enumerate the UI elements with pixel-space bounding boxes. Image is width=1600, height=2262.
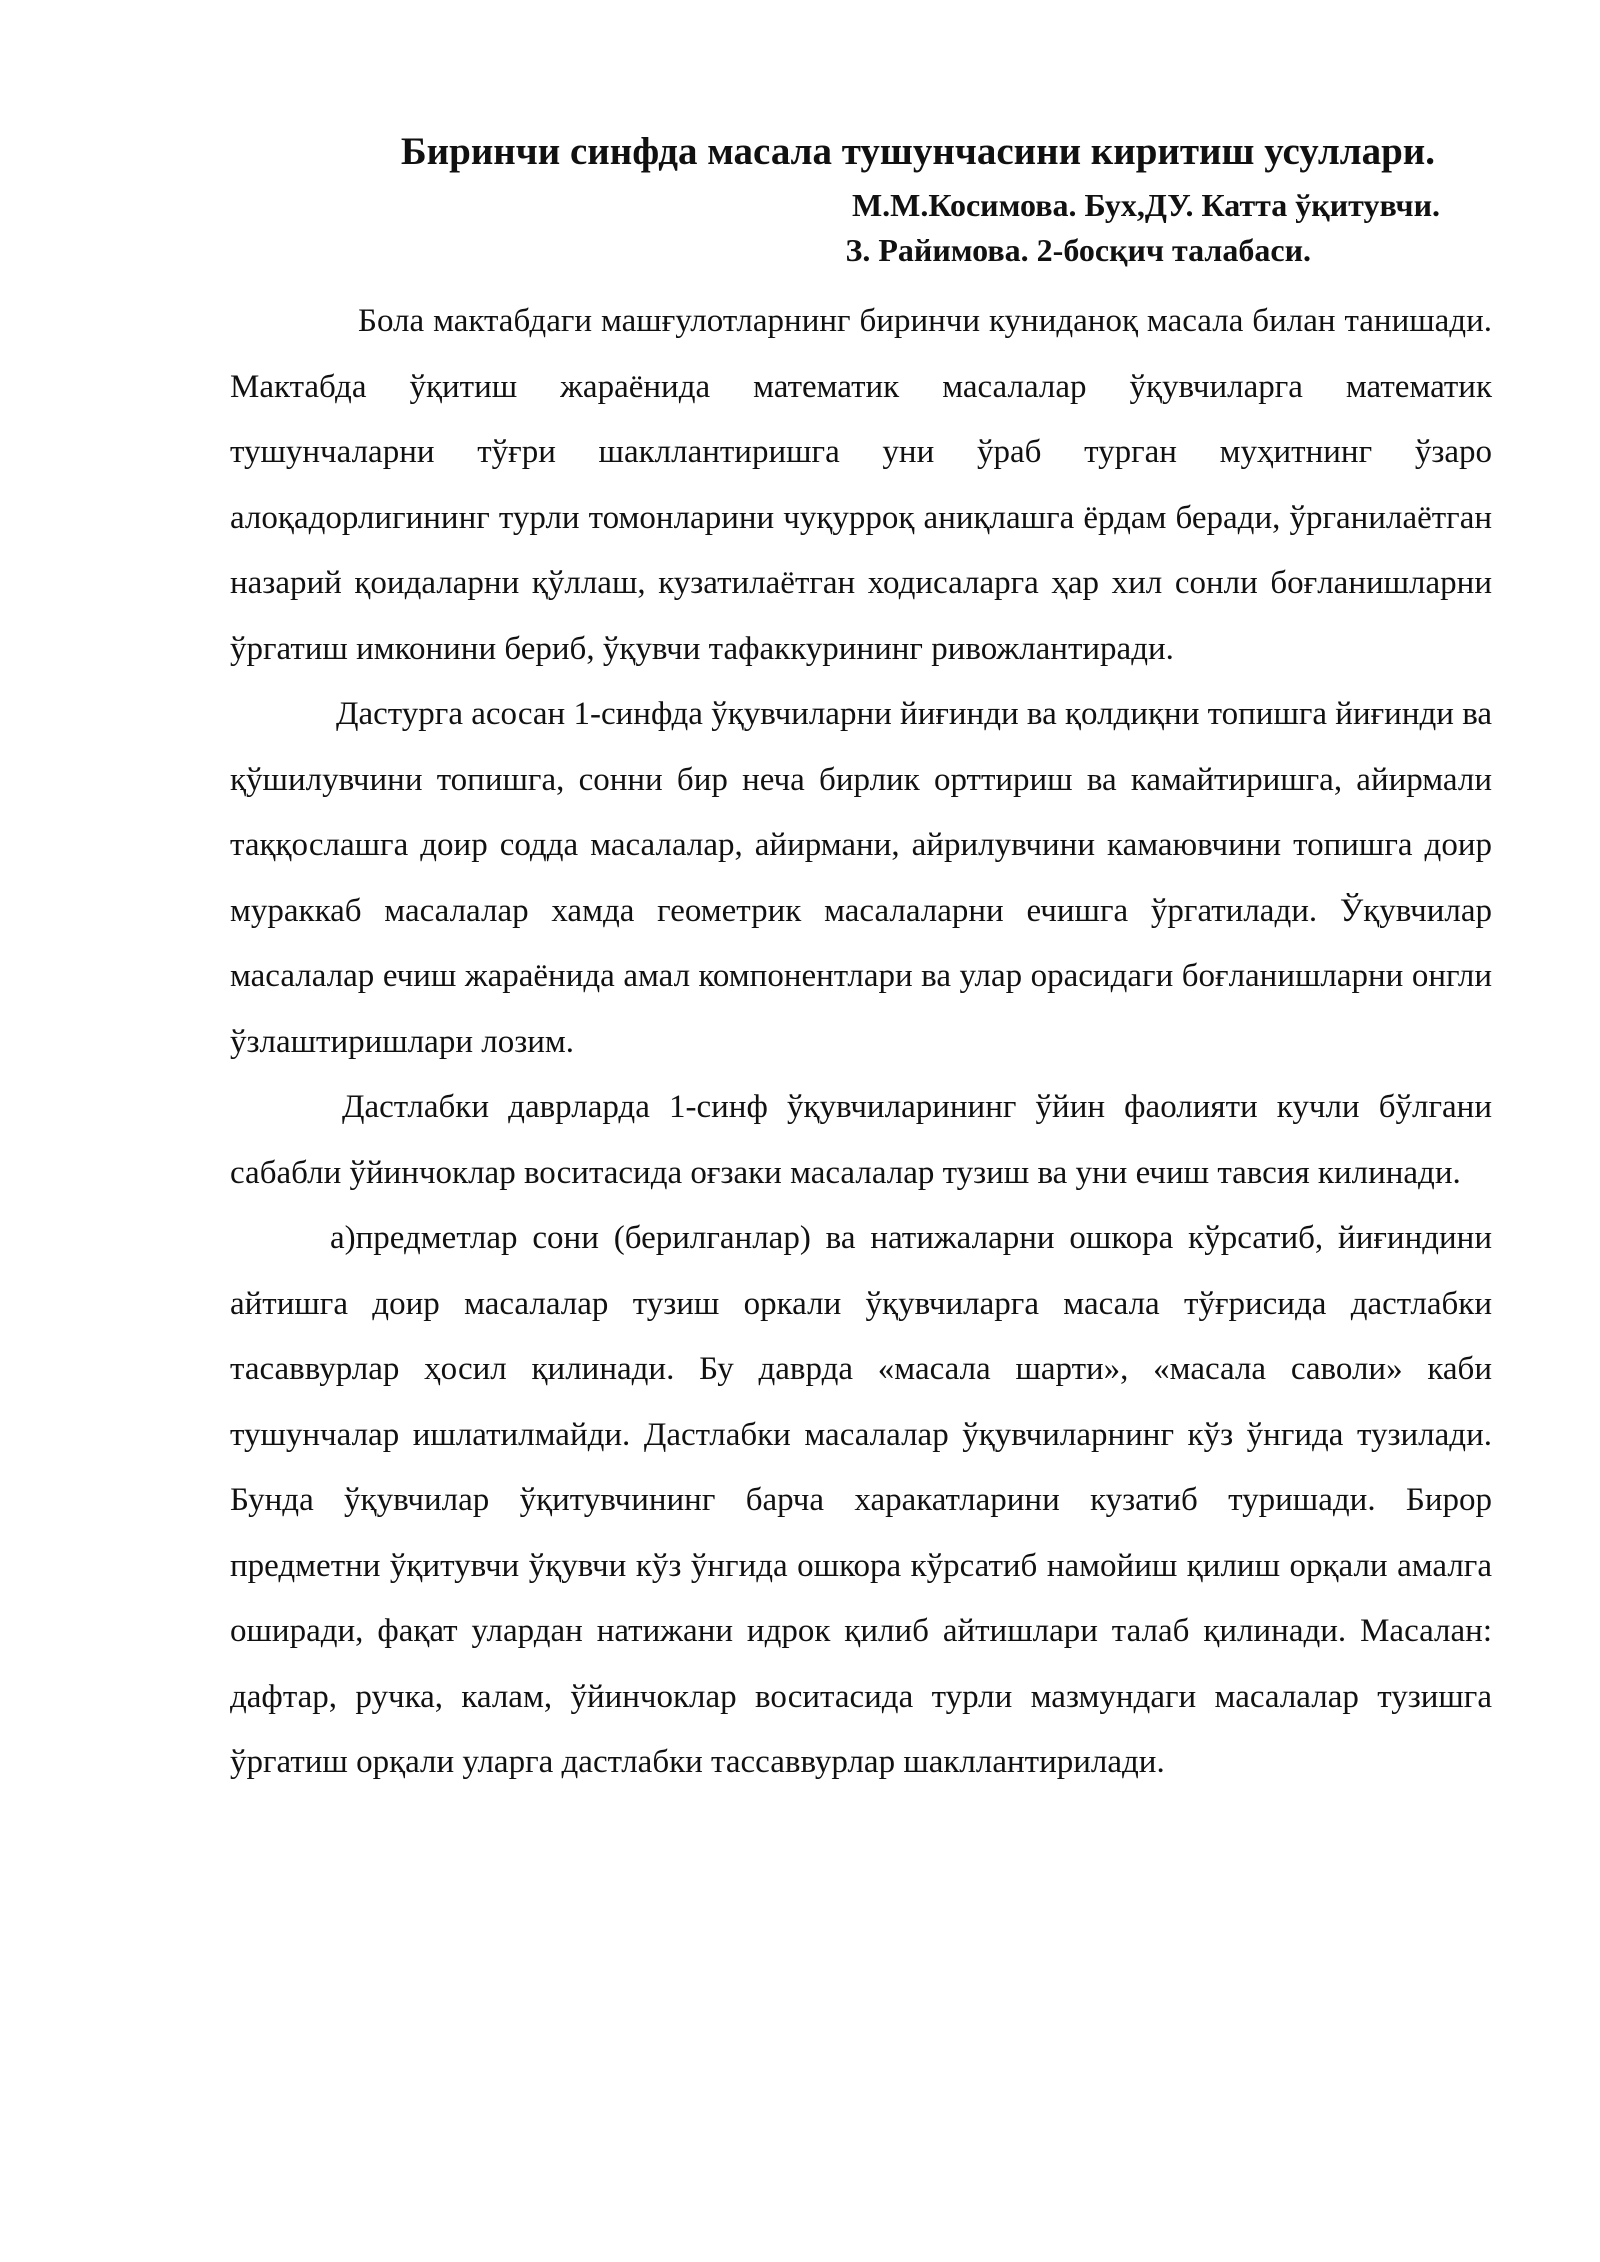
document-title: Биринчи синфда масала тушунчасини киритиш усуллари. [400, 130, 1435, 173]
paragraph-4: а)предметлар сони (берилганлар) ва натижаларни ошкора кўрсатиб, йиғиндини айтишга доир масалалар тузиш оркали ўқувчиларга масала тўғрисида дастлабки тасаввурлар ҳосил қилинади. Бу даврда «масала шарти», «масала саволи» каби тушунчалар ишлатилмайди. Дастлабки масалалар ўқувчиларнинг кўз ўнгида тузилади. Бунда ўқувчилар ўқитувчининг барча харакатларини кузатиб туришади. Бирор предметни ўқитувчи ўқувчи кўз ўнгида ошкора кўрсатиб намойиш қилиш орқали амалга оширади, фақат улардан натижани идрок қилиб айтишлари талаб қилинади. Масалан: дафтар, ручка, калам, ўйинчоклар воситасида турли мазмундаги масалалар тузишга ўргатиш орқали уларга дастлабки тассаввурлар шакллантирилади. [230, 1220, 1492, 1780]
author-line-1: М.М.Косимова. Бух,ДУ. Катта ўқитувчи. [851, 187, 1440, 223]
paragraph-3: Дастлабки даврларда 1-синф ўқувчиларининг ўйин фаолияти кучли бўлгани сабабли ўйинчоклар воситасида оғзаки масалалар тузиш ва уни ечиш тавсия килинади. [230, 1089, 1492, 1191]
author-line-2: З. Райимова. 2-босқич талабаси. [845, 232, 1311, 268]
document-body [230, 289, 1492, 1796]
paragraph-2: Дастурга асосан 1-синфда ўқувчиларни йиғинди ва қолдиқни топишга йиғинди ва қўшилувчини топишга, сонни бир неча бирлик орттириш ва камайтиришга, айирмали таққослашга доир содда масалалар, айирмани, айрилувчини камаювчини топишга доир мураккаб масалалар хамда геометрик масалаларни ечишга ўргатилади. Ўқувчилар масалалар ечиш жараёнида амал компонентлари ва улар орасидаги боғланишларни онгли ўзлаштиришлари лозим. [230, 696, 1492, 1060]
paragraph-1: Бола мактабдаги машғулотларнинг биринчи куниданоқ масала билан танишади. Мактабда ўқитиш жараёнида математик масалалар ўқувчиларга математик тушунчаларни тўғри шакллантиришга уни ўраб турган муҳитнинг ўзаро алоқадорлигининг турли томонларини чуқурроқ аниқлашга ёрдам беради, ўрганилаётган назарий қоидаларни қўллаш, кузатилаётган ходисаларга ҳар хил сонли боғланишларни ўргатиш имконини бериб, ўқувчи тафаккурининг ривожлантиради. [230, 303, 1492, 667]
